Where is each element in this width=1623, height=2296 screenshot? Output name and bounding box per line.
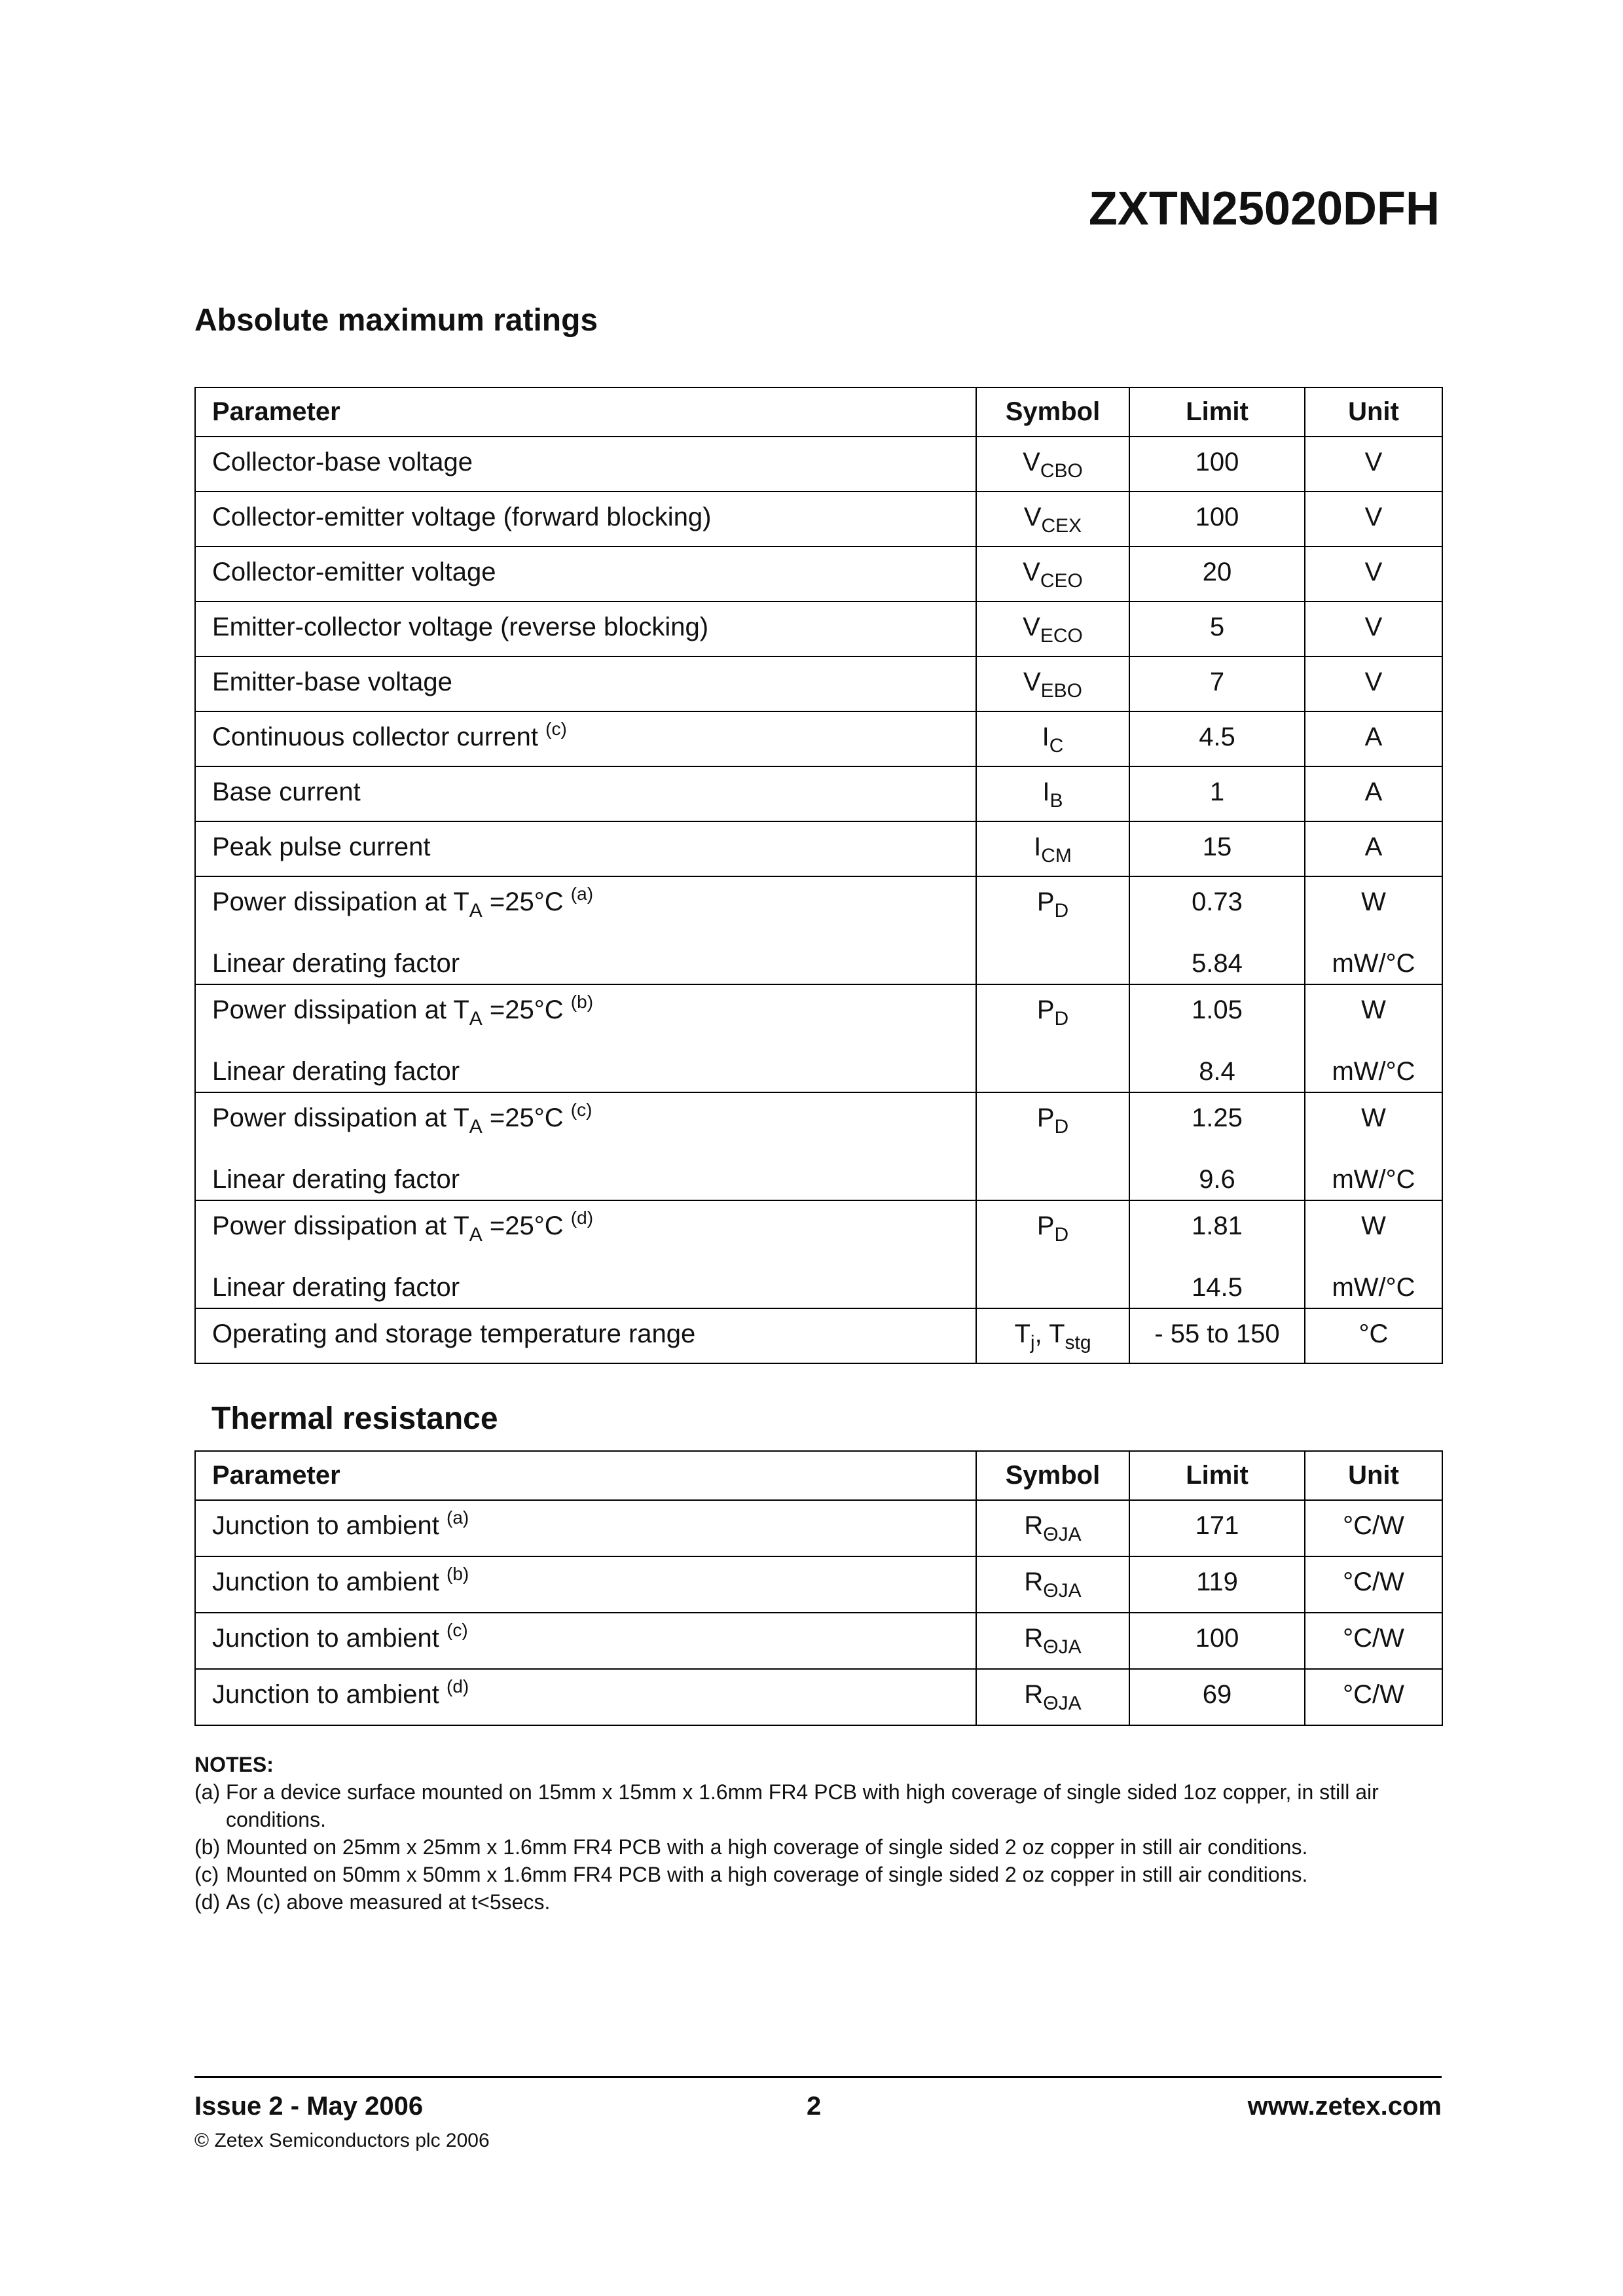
symbol-cell — [976, 711, 1129, 766]
symbol-subscript: ΘJA — [1043, 1580, 1082, 1602]
table-row — [195, 656, 1442, 711]
footer-page-number: 2 — [807, 2092, 822, 2121]
note-text: Mounted on 25mm x 25mm x 1.6mm FR4 PCB with a high coverage of single sided 2 oz copper in still air conditions. — [226, 1835, 1308, 1859]
limit-cell — [1129, 1556, 1305, 1613]
limit-values — [1130, 877, 1304, 979]
symbol-text — [977, 1557, 1129, 1602]
symbol-cell — [976, 601, 1129, 656]
table-row — [195, 437, 1442, 492]
power-dissipation-line — [212, 884, 976, 922]
notes-title: NOTES: — [194, 1753, 274, 1776]
limit-cell — [1129, 1308, 1305, 1363]
parameter-cell — [195, 766, 976, 821]
table-row — [195, 711, 1442, 766]
symbol-cell — [976, 437, 1129, 492]
derating-limit-value: 8.4 — [1199, 1057, 1235, 1086]
note-ref: (c) — [447, 1620, 468, 1640]
symbol-subscript: EBO — [1040, 680, 1083, 702]
symbol-separator: , — [1034, 1319, 1049, 1348]
parameter-text — [212, 1613, 976, 1654]
parameter-condition: =25°C — [482, 888, 564, 916]
unit-cell — [1305, 1669, 1442, 1725]
symbol-main: I — [1042, 723, 1049, 751]
power-row — [195, 876, 1442, 984]
parameter-label: Collector-base voltage — [212, 448, 473, 476]
unit-cell — [1305, 1092, 1442, 1200]
symbol-text — [977, 767, 1129, 812]
unit-value: W — [1361, 1211, 1386, 1240]
parameter-label: Power dissipation at T — [212, 1211, 469, 1240]
parameter-text — [212, 877, 976, 979]
symbol-cell — [976, 1200, 1129, 1308]
parameter-cell — [195, 1092, 976, 1200]
symbol-subscript: CM — [1041, 845, 1072, 867]
note-text: For a device surface mounted on 15mm x 15mm x 1.6mm FR4 PCB with high coverage of single sided 1oz copper, in still air conditions. — [226, 1780, 1379, 1831]
parameter-label: Operating and storage temperature range — [212, 1319, 696, 1348]
note-ref: (d) — [447, 1676, 469, 1696]
symbol-text — [977, 1670, 1129, 1714]
unit-cell — [1305, 876, 1442, 984]
parameter-condition: =25°C — [482, 1211, 564, 1240]
parameter-label: Collector-emitter voltage — [212, 558, 496, 586]
limit-value: 0.73 — [1192, 888, 1243, 916]
symbol-main: P — [1036, 1211, 1055, 1240]
ambient-subscript: A — [469, 900, 483, 922]
symbol-main: V — [1023, 613, 1040, 641]
table-row — [195, 492, 1442, 547]
parameter-label: Peak pulse current — [212, 833, 431, 861]
parameter-text — [212, 985, 976, 1087]
note-item — [194, 1861, 1445, 1888]
table-row — [195, 1500, 1442, 1556]
symbol-main: P — [1036, 996, 1055, 1024]
symbol-cell — [976, 492, 1129, 547]
derating-unit-value: mW/°C — [1332, 1273, 1415, 1302]
limit-value: 20 — [1202, 558, 1232, 586]
temperature-row — [195, 1308, 1442, 1363]
derating-unit-value: mW/°C — [1332, 1165, 1415, 1194]
note-ref: (a) — [447, 1507, 469, 1528]
unit-value: W — [1361, 1103, 1386, 1132]
limit-cell — [1129, 1613, 1305, 1669]
symbol-text — [977, 1093, 1129, 1138]
parameter-text — [212, 1670, 976, 1710]
parameter-label: Power dissipation at T — [212, 888, 469, 916]
unit-cell — [1305, 601, 1442, 656]
col-symbol: Symbol — [976, 387, 1129, 437]
parameter-condition: =25°C — [482, 996, 564, 1024]
table-row — [195, 1613, 1442, 1669]
abs-max-heading: Absolute maximum ratings — [194, 303, 598, 338]
parameter-label: Emitter-base voltage — [212, 668, 452, 696]
limit-values — [1130, 1093, 1304, 1195]
limit-value: - 55 to 150 — [1154, 1319, 1280, 1348]
symbol-cell — [976, 1556, 1129, 1613]
symbol-main: P — [1036, 1103, 1055, 1132]
parameter-cell — [195, 1200, 976, 1308]
limit-cell — [1129, 492, 1305, 547]
parameter-label: Junction to ambient — [212, 1680, 439, 1709]
parameter-text — [212, 822, 976, 863]
unit-value: W — [1361, 888, 1386, 916]
parameter-cell — [195, 711, 976, 766]
unit-values — [1305, 985, 1442, 1087]
unit-value: °C/W — [1343, 1624, 1404, 1653]
derating-limit-value: 14.5 — [1192, 1273, 1243, 1302]
note-ref: (c) — [570, 1100, 593, 1120]
symbol-main: R — [1024, 1624, 1044, 1653]
unit-value: °C/W — [1343, 1568, 1404, 1596]
parameter-text — [212, 492, 976, 533]
parameter-cell — [195, 876, 976, 984]
symbol-text — [977, 985, 1129, 1030]
unit-cell — [1305, 1556, 1442, 1613]
symbol-subscript: C — [1049, 735, 1064, 757]
symbol-main: V — [1023, 558, 1040, 586]
power-row — [195, 1092, 1442, 1200]
limit-cell — [1129, 1669, 1305, 1725]
parameter-text — [212, 712, 976, 753]
note-ref: (c) — [545, 719, 567, 739]
limit-value: 1.25 — [1192, 1103, 1243, 1132]
limit-value: 7 — [1209, 668, 1225, 696]
symbol-cell — [976, 1613, 1129, 1669]
symbol-text — [977, 877, 1129, 922]
unit-values — [1305, 1093, 1442, 1195]
limit-value: 100 — [1195, 503, 1239, 531]
limit-value: 69 — [1202, 1680, 1232, 1709]
parameter-cell — [195, 547, 976, 601]
symbol-main: V — [1023, 448, 1040, 476]
table-row — [195, 766, 1442, 821]
limit-value: 1.05 — [1192, 996, 1243, 1024]
derating-label: Linear derating factor — [212, 1273, 460, 1302]
parameter-text — [212, 437, 976, 478]
limit-value: 100 — [1195, 448, 1239, 476]
parameter-label: Junction to ambient — [212, 1511, 439, 1540]
limit-cell — [1129, 1500, 1305, 1556]
limit-cell — [1129, 984, 1305, 1092]
symbol-text — [977, 822, 1129, 867]
parameter-condition: =25°C — [482, 1103, 564, 1132]
parameter-cell — [195, 1308, 976, 1363]
limit-values — [1130, 1201, 1304, 1303]
thermal-table — [194, 1450, 1443, 1726]
unit-value: °C/W — [1343, 1511, 1404, 1540]
symbol-main: V — [1023, 668, 1041, 696]
notes-list — [194, 1778, 1445, 1916]
symbol-subscript: CBO — [1040, 460, 1083, 482]
parameter-text — [212, 547, 976, 588]
limit-value: 119 — [1196, 1568, 1238, 1596]
parameter-label: Collector-emitter voltage (forward blocking) — [212, 503, 712, 531]
col-parameter: Parameter — [195, 387, 976, 437]
parameter-label: Power dissipation at T — [212, 1103, 469, 1132]
note-item — [194, 1778, 1445, 1833]
derating-label: Linear derating factor — [212, 1057, 460, 1086]
unit-value: V — [1364, 558, 1383, 586]
ambient-subscript: A — [469, 1008, 483, 1030]
symbol-text — [977, 492, 1129, 537]
derating-unit-value: mW/°C — [1332, 1057, 1415, 1086]
power-dissipation-line — [212, 1100, 976, 1138]
table-row — [195, 1556, 1442, 1613]
symbol-text — [977, 1501, 1129, 1545]
symbol-cell — [976, 984, 1129, 1092]
limit-value: 171 — [1195, 1511, 1239, 1540]
symbol-main: R — [1024, 1680, 1044, 1709]
note-ref: (b) — [447, 1564, 469, 1584]
parameter-cell — [195, 601, 976, 656]
unit-value: W — [1361, 996, 1386, 1024]
parameter-label: Continuous collector current — [212, 723, 539, 751]
unit-value: A — [1364, 723, 1383, 751]
limit-value: 1.81 — [1192, 1211, 1243, 1240]
symbol-subscript: D — [1054, 1116, 1069, 1138]
parameter-text — [212, 602, 976, 643]
parameter-label: Junction to ambient — [212, 1624, 439, 1653]
symbol-subscript: D — [1054, 1224, 1069, 1246]
symbol-subscript: ΘJA — [1043, 1693, 1082, 1714]
parameter-text — [212, 1093, 976, 1195]
footer-url[interactable]: www.zetex.com — [1247, 2092, 1442, 2121]
symbol-cell — [976, 876, 1129, 984]
parameter-cell — [195, 1669, 976, 1725]
thermal-heading: Thermal resistance — [211, 1401, 498, 1436]
parameter-text — [212, 767, 976, 808]
parameter-cell — [195, 984, 976, 1092]
symbol-cell — [976, 1308, 1129, 1363]
symbol-subscript: D — [1054, 900, 1069, 922]
unit-value: °C/W — [1343, 1680, 1404, 1709]
parameter-label: Junction to ambient — [212, 1568, 439, 1596]
unit-cell — [1305, 984, 1442, 1092]
table-row — [195, 1669, 1442, 1725]
symbol-subscript: ΘJA — [1043, 1636, 1082, 1658]
unit-cell — [1305, 821, 1442, 876]
unit-value: V — [1364, 668, 1383, 696]
symbol-subscript: stg — [1065, 1332, 1091, 1354]
note-ref: (b) — [570, 992, 594, 1012]
unit-values — [1305, 1201, 1442, 1303]
note-item — [194, 1888, 1445, 1916]
parameter-cell — [195, 492, 976, 547]
col-limit: Limit — [1129, 1451, 1305, 1500]
symbol-subscript: CEX — [1041, 515, 1082, 537]
power-row — [195, 1200, 1442, 1308]
symbol-cell — [976, 656, 1129, 711]
note-text: Mounted on 50mm x 50mm x 1.6mm FR4 PCB with a high coverage of single sided 2 oz copper in still air conditions. — [226, 1863, 1308, 1886]
note-text: As (c) above measured at t<5secs. — [226, 1890, 551, 1914]
parameter-cell — [195, 821, 976, 876]
table-row — [195, 601, 1442, 656]
symbol-subscript: ΘJA — [1043, 1524, 1082, 1545]
symbol-main: V — [1023, 503, 1042, 531]
footer-copyright: © Zetex Semiconductors plc 2006 — [194, 2130, 490, 2151]
unit-value: °C — [1359, 1319, 1389, 1348]
unit-cell — [1305, 547, 1442, 601]
col-unit: Unit — [1305, 1451, 1442, 1500]
parameter-cell — [195, 1500, 976, 1556]
symbol-main: P — [1036, 888, 1055, 916]
limit-cell — [1129, 656, 1305, 711]
derating-unit-value: mW/°C — [1332, 949, 1415, 978]
col-symbol: Symbol — [976, 1451, 1129, 1500]
symbol-text — [977, 1309, 1129, 1354]
symbol-main: T — [1014, 1319, 1030, 1348]
limit-value: 15 — [1202, 833, 1232, 861]
note-item — [194, 1833, 1445, 1861]
symbol-cell — [976, 766, 1129, 821]
limit-cell — [1129, 766, 1305, 821]
col-parameter: Parameter — [195, 1451, 976, 1500]
limit-cell — [1129, 437, 1305, 492]
limit-value: 1 — [1209, 778, 1225, 806]
ambient-subscript: A — [469, 1116, 483, 1138]
notes-section — [194, 1751, 1445, 1916]
symbol-text — [977, 437, 1129, 482]
parameter-label: Power dissipation at T — [212, 996, 469, 1024]
limit-value: 4.5 — [1199, 723, 1235, 751]
table-row — [195, 547, 1442, 601]
limit-cell — [1129, 547, 1305, 601]
symbol-main: I — [1042, 778, 1050, 806]
power-row — [195, 984, 1442, 1092]
unit-value: A — [1364, 833, 1383, 861]
abs-max-header-row — [195, 387, 1442, 437]
symbol-subscript: j — [1030, 1332, 1035, 1354]
derating-label: Linear derating factor — [212, 949, 460, 978]
symbol-main: R — [1024, 1511, 1044, 1540]
derating-limit-value: 5.84 — [1192, 949, 1243, 978]
unit-values — [1305, 877, 1442, 979]
unit-cell — [1305, 1500, 1442, 1556]
limit-cell — [1129, 821, 1305, 876]
unit-cell — [1305, 711, 1442, 766]
symbol-main: T — [1049, 1319, 1065, 1348]
parameter-label: Emitter-collector voltage (reverse blocking) — [212, 613, 709, 641]
note-ref: (a) — [570, 884, 594, 904]
symbol-text — [977, 657, 1129, 702]
note-label: (b) — [194, 1835, 221, 1859]
symbol-text — [977, 547, 1129, 592]
abs-max-table — [194, 387, 1443, 1364]
limit-value: 100 — [1195, 1624, 1239, 1653]
unit-value: A — [1364, 778, 1383, 806]
unit-value: V — [1364, 503, 1383, 531]
unit-cell — [1305, 1308, 1442, 1363]
symbol-text — [977, 712, 1129, 757]
parameter-cell — [195, 1613, 976, 1669]
power-dissipation-line — [212, 992, 976, 1030]
symbol-main: R — [1024, 1568, 1044, 1596]
symbol-text — [977, 1613, 1129, 1658]
unit-value: V — [1364, 613, 1383, 641]
symbol-cell — [976, 1092, 1129, 1200]
parameter-cell — [195, 656, 976, 711]
parameter-text — [212, 1557, 976, 1598]
note-ref: (d) — [570, 1208, 594, 1228]
unit-cell — [1305, 1613, 1442, 1669]
symbol-subscript: CEO — [1040, 570, 1083, 592]
unit-value: V — [1364, 448, 1383, 476]
symbol-cell — [976, 1500, 1129, 1556]
unit-cell — [1305, 437, 1442, 492]
part-number: ZXTN25020DFH — [1088, 183, 1440, 235]
unit-cell — [1305, 1200, 1442, 1308]
thermal-header-row — [195, 1451, 1442, 1500]
parameter-cell — [195, 1556, 976, 1613]
symbol-subscript: D — [1054, 1008, 1069, 1030]
parameter-cell — [195, 437, 976, 492]
unit-cell — [1305, 492, 1442, 547]
limit-cell — [1129, 711, 1305, 766]
limit-value: 5 — [1209, 613, 1225, 641]
derating-label: Linear derating factor — [212, 1165, 460, 1194]
symbol-subscript: B — [1049, 790, 1063, 812]
note-label: (a) — [194, 1780, 221, 1804]
note-label: (c) — [194, 1863, 219, 1886]
limit-values — [1130, 985, 1304, 1087]
unit-cell — [1305, 766, 1442, 821]
symbol-cell — [976, 1669, 1129, 1725]
symbol-subscript: ECO — [1040, 625, 1083, 647]
note-label: (d) — [194, 1890, 221, 1914]
table-row — [195, 821, 1442, 876]
footer-issue: Issue 2 - May 2006 — [194, 2092, 424, 2121]
symbol-main: I — [1034, 833, 1042, 861]
symbol-cell — [976, 547, 1129, 601]
power-dissipation-line — [212, 1208, 976, 1246]
limit-cell — [1129, 1200, 1305, 1308]
footer-divider — [194, 2076, 1442, 2078]
limit-cell — [1129, 601, 1305, 656]
derating-limit-value: 9.6 — [1199, 1165, 1235, 1194]
parameter-text — [212, 1501, 976, 1541]
parameter-label: Base current — [212, 778, 361, 806]
parameter-text — [212, 657, 976, 698]
limit-cell — [1129, 876, 1305, 984]
limit-cell — [1129, 1092, 1305, 1200]
symbol-cell — [976, 821, 1129, 876]
col-unit: Unit — [1305, 387, 1442, 437]
ambient-subscript: A — [469, 1224, 483, 1246]
symbol-text — [977, 602, 1129, 647]
unit-cell — [1305, 656, 1442, 711]
parameter-text — [212, 1201, 976, 1303]
symbol-text — [977, 1201, 1129, 1246]
col-limit: Limit — [1129, 387, 1305, 437]
